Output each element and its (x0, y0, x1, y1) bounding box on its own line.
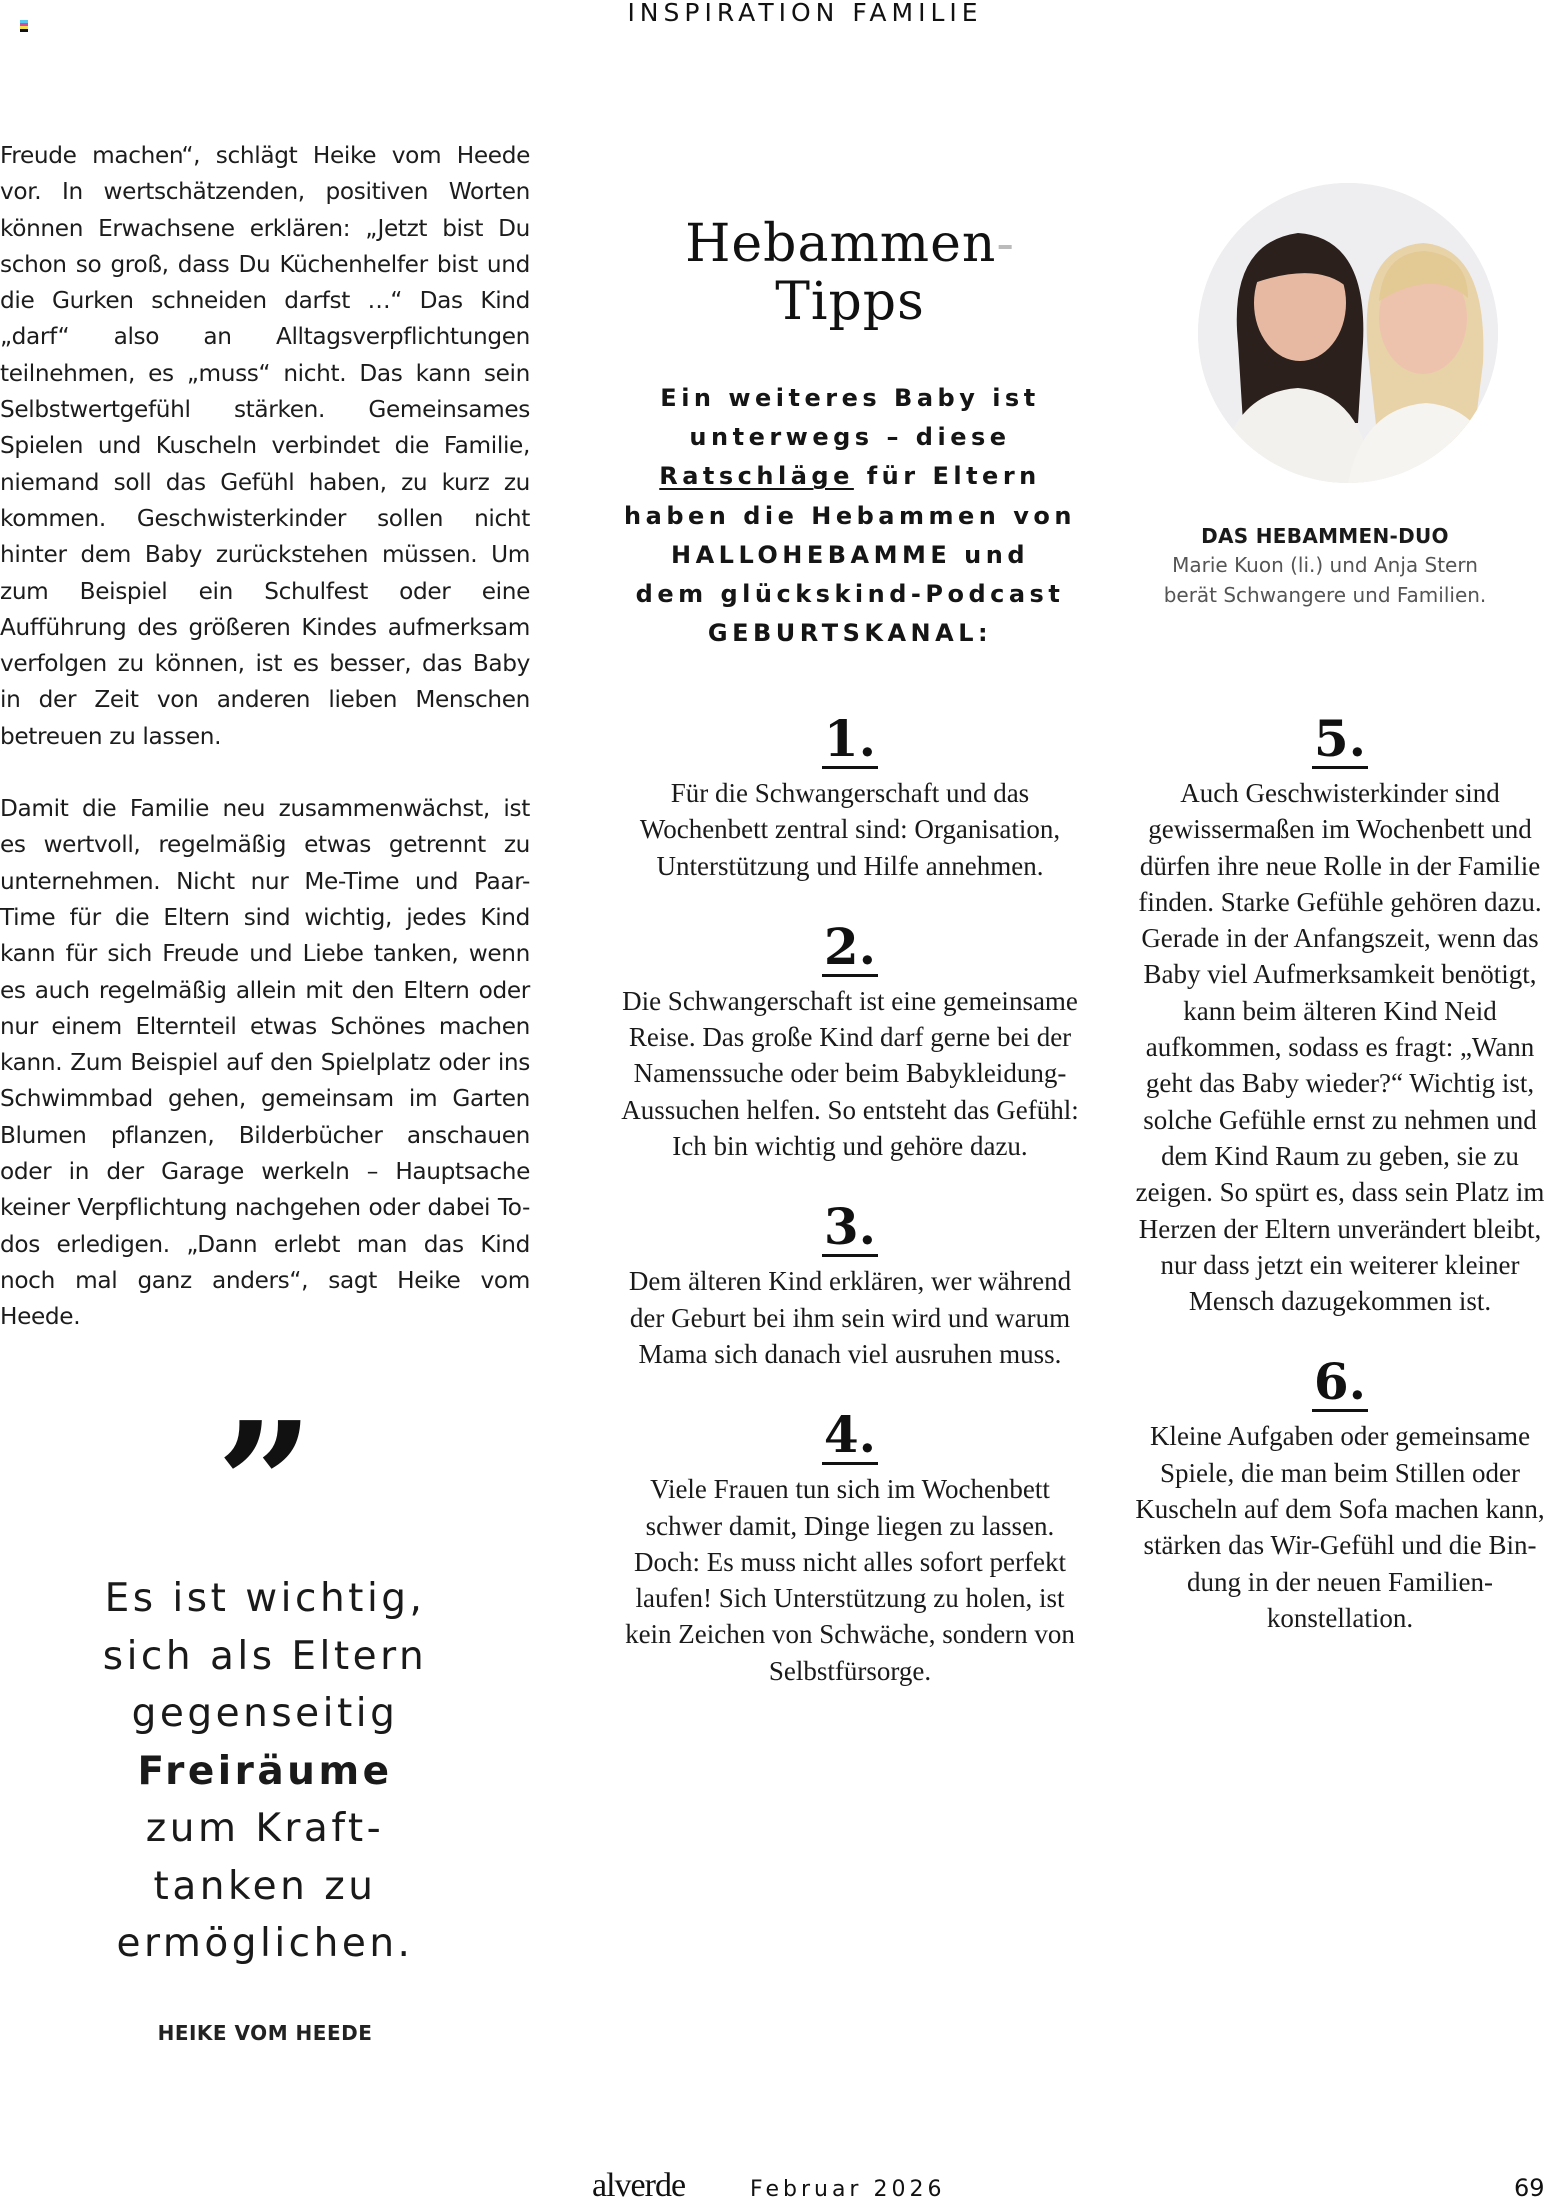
black-swatch (20, 29, 28, 32)
quote-line-emphasis: Freiräume (137, 1748, 393, 1794)
tip-text: Die Schwangerschaft ist eine gemeinsame Reise. Das große Kind darf gerne bei der Namenssuche oder beim Babykleidung-Aussuchen helfen. So entsteht das Gefühl: Ich bin wichtig und gehöre dazu. (621, 985, 1079, 1162)
tip-text: Kleine Aufgaben oder gemeinsame Spiele, die man beim Stillen oder Kuscheln auf dem Sofa machen kann, stärken das Wir-Gefühl und die Bindung in der neuen Familienkonstellation. (1135, 1421, 1545, 1633)
tips-title: Hebammen- Tipps (685, 214, 1015, 332)
tip-item (1130, 1352, 1550, 1636)
article-body (0, 138, 530, 1336)
quote-line: Es ist wichtig, (104, 1576, 426, 1621)
tips-list-right (1130, 709, 1550, 1636)
magazine-logo: alverde (592, 2167, 686, 2204)
midwives-photo (1198, 183, 1498, 483)
tip-item (620, 1405, 1080, 1689)
section-title: INSPIRATION FAMILIE (627, 0, 983, 27)
portrait-illustration (1198, 183, 1498, 483)
tip-text: Viele Frauen tun sich im Wochenbett schwer damit, Dinge liegen zu lassen. Doch: Es muss nicht alles sofort perfekt laufen! Sich Unterstützung zu holen, ist kein Zeichen von Schwäche, sondern von Selbstfürsorge. (625, 1474, 1075, 1686)
quote-author: HEIKE VOM HEEDE (157, 2020, 373, 2045)
pull-quote (60, 1385, 470, 2045)
tip-number: 1. (823, 709, 877, 768)
tip-text: Dem älteren Kind erklären, wer während der Geburt bei ihm sein wird und warum Mama sich danach viel ausruhen muss. (628, 1266, 1072, 1369)
tip-item (620, 1197, 1080, 1372)
page-number: 69 (1514, 2174, 1545, 2202)
tip-number: 4. (823, 1405, 877, 1465)
tip-number: 3. (823, 1197, 877, 1257)
tip-text: Auch Geschwisterkinder sind gewissermaßen im Wochenbett und dürfen ihre neue Rolle in der Familie finden. Starke Gefühle gehören dazu. Gerade in der Anfangszeit, wenn das Baby viel Aufmerksamkeit benötigt, kann beim älteren Kind Neid aufkommen, sodass es fragt: „Wann geht das Baby wieder?“ Wichtig ist, solche Gefühle ernst zu nehmen und dem Kind Raum zu geben, sie zu zeigen. So spürt es, dass sein Platz im Herzen der Eltern unverändert bleibt, nur dass jetzt ein weiterer kleiner Mensch dazugekommen ist. (1135, 778, 1545, 1317)
tips-list-middle (620, 709, 1080, 1689)
pull-quote-text (60, 1570, 470, 1973)
quote-line: zum Kraft- (145, 1806, 385, 1851)
caption-title: DAS HEBAMMEN-DUO (1201, 524, 1449, 548)
tip-item (1130, 709, 1550, 1319)
quote-mark-icon: ” (216, 1385, 314, 1585)
quote-line: sich als Eltern (102, 1633, 428, 1679)
tips-header (620, 215, 1080, 653)
body-paragraph: Freude machen“, schlägt Heike vom Heede vor. In wertschätzenden, positiven Worten können Erwachsene erklären: „Jetzt bist Du schon so groß, dass Du Küchenhelfer bist und die Gurken schneiden darfst …“ Das Kind „darf“ also an Alltagsverpflichtungen teilnehmen, es „muss“ nicht. Das kann sein Selbstwertgefühl stärken. Gemeinsames Spielen und Kuscheln verbindet die Familie, niemand soll das Gefühl haben, zu kurz zu kommen. Geschwisterkinder sollen nicht hinter dem Baby zurückstehen müssen. Um zum Beispiel ein Schulfest oder eine Aufführung des größeren Kindes aufmerksam verfolgen zu können, ist es besser, das Baby in der Zeit von anderen lieben Menschen betreuen zu lassen. (0, 142, 530, 750)
tip-text: Für die Schwangerschaft und das Wochenbett zentral sind: Organisation, Unterstützung und Hilfe annehmen. (639, 778, 1061, 881)
quote-line: ermöglichen. (116, 1921, 414, 1966)
photo-caption (1160, 522, 1490, 610)
tip-item (620, 709, 1080, 884)
tips-intro: Ein weiteres Baby ist unterwegs – diese Ratschläge für Eltern haben die Hebammen von HALLOHEBAMME und dem glückskind-Podcast GEBURTSKANAL: (624, 384, 1076, 648)
tip-number: 6. (1313, 1352, 1367, 1412)
tip-number: 5. (1313, 709, 1367, 768)
quote-line: tanken zu (153, 1863, 377, 1909)
tip-item (620, 916, 1080, 1164)
tip-number: 2. (823, 916, 877, 976)
issue-date: Februar 2026 (750, 2177, 946, 2202)
caption-text: Marie Kuon (li.) und Anja Stern berät Schwangere und Familien. (1163, 553, 1487, 607)
page-footer (0, 2168, 1550, 2206)
quote-line: gegenseitig (131, 1691, 399, 1736)
body-paragraph: Damit die Familie neu zusammenwächst, ist es wertvoll, regelmäßig etwas getrennt zu unternehmen. Nicht nur Me-Time und Paar-Time für die Eltern sind wichtig, jedes Kind kann für sich Freude und Liebe tanken, wenn es auch regelmäßig allein mit den Eltern oder nur einem Elternteil etwas Schönes machen kann. Zum Beispiel auf den Spielplatz oder ins Schwimmbad gehen, gemeinsam im Garten Blumen pflanzen, Bilderbücher anschauen oder in der Garage werkeln – Hauptsache keiner Verpflichtung nachgehen oder dabei To-dos erledigen. „Dann erlebt man das Kind noch mal ganz anders“, sagt Heike vom Heede. (0, 795, 530, 1331)
